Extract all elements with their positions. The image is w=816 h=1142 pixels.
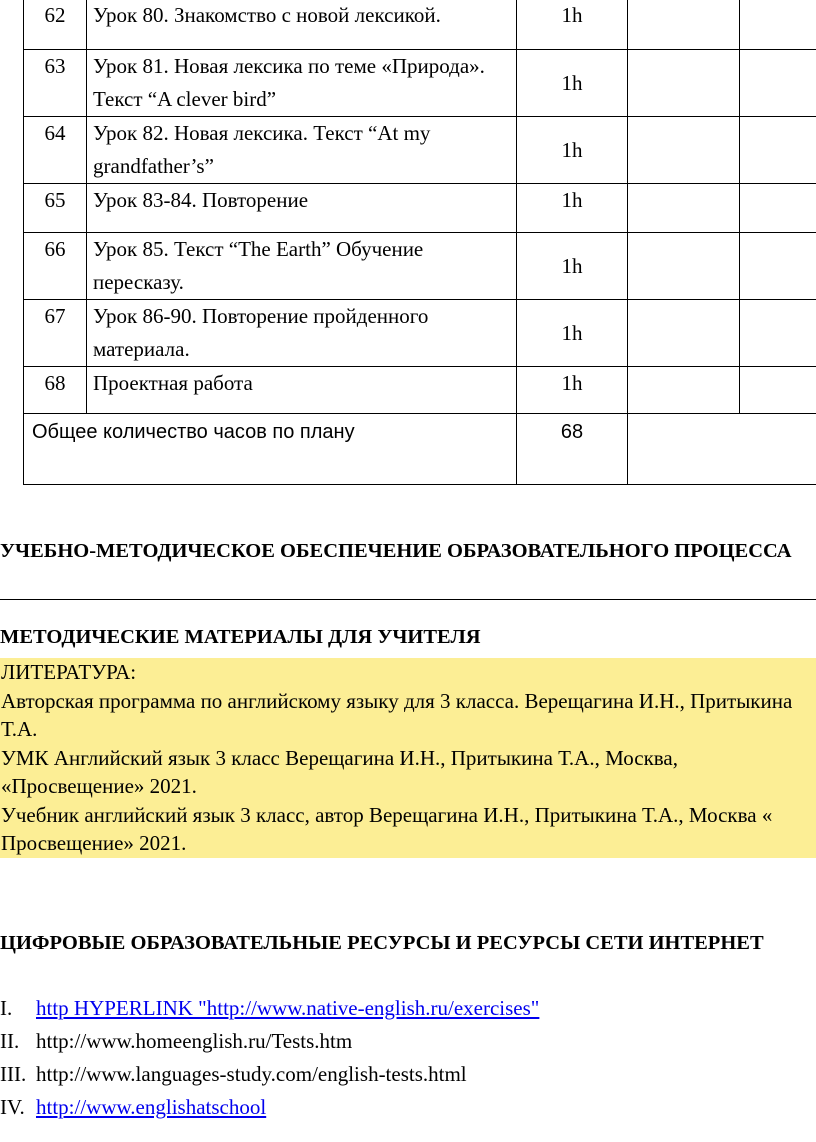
table-row: [24, 367, 816, 414]
lesson-hours: 1h: [517, 367, 628, 414]
resource-url: http://www.homeenglish.ru/Tests.htm: [36, 1029, 353, 1053]
table-row: [24, 300, 816, 367]
table-row: [24, 117, 816, 184]
empty-cell: [628, 414, 816, 485]
resources-list-wrap: [0, 992, 816, 1124]
empty-cell: [740, 117, 816, 184]
lesson-number: 62: [24, 0, 87, 50]
list-marker: III.: [0, 1062, 27, 1086]
support-heading: УЧЕБНО-МЕТОДИЧЕСКОЕ ОБЕСПЕЧЕНИЕ ОБРАЗОВАТЕЛЬНОГО ПРОЦЕССА: [0, 540, 792, 562]
empty-cell: [628, 0, 740, 50]
lesson-topic: Урок 83-84. Повторение: [87, 184, 517, 233]
table-row: [24, 184, 816, 233]
lesson-number: 63: [24, 50, 87, 117]
literature-item: УМК Английский язык 3 класс Верещагина И.Н., Притыкина Т.А., Москва, «Просвещение» 2021.: [1, 745, 678, 798]
empty-cell: [740, 367, 816, 414]
section-divider: [0, 599, 816, 600]
list-item: [0, 1025, 816, 1058]
total-row: [24, 414, 816, 485]
empty-cell: [628, 50, 740, 117]
list-item: [0, 992, 816, 1025]
literature-item: Авторская программа по английскому языку для 3 класса. Верещагина И.Н., Притыкина Т.А.: [1, 688, 793, 741]
table-row: [24, 50, 816, 117]
total-hours-label: Общее количество часов по плану: [24, 414, 517, 485]
total-hours-value: 68: [517, 414, 628, 485]
empty-cell: [628, 300, 740, 367]
table-row: [24, 233, 816, 300]
lesson-topic: Урок 85. Текст “The Earth” Обучение пересказу.: [87, 233, 517, 300]
lesson-number: 66: [24, 233, 87, 300]
empty-cell: [740, 0, 816, 50]
lesson-hours: 1h: [517, 117, 628, 184]
empty-cell: [628, 184, 740, 233]
empty-cell: [740, 300, 816, 367]
resource-link[interactable]: http HYPERLINK "http://www.native-english.ru/exercises": [36, 996, 540, 1020]
lesson-hours: 1h: [517, 50, 628, 117]
lesson-topic: Урок 80. Знакомство с новой лексикой.: [87, 0, 517, 50]
empty-cell: [628, 233, 740, 300]
lesson-number: 68: [24, 367, 87, 414]
empty-cell: [740, 233, 816, 300]
digital-heading: ЦИФРОВЫЕ ОБРАЗОВАТЕЛЬНЫЕ РЕСУРСЫ И РЕСУРСЫ СЕТИ ИНТЕРНЕТ: [0, 932, 764, 954]
list-marker: II.: [0, 1029, 20, 1053]
table-row: [24, 0, 816, 50]
lesson-number: 67: [24, 300, 87, 367]
resources-list: [0, 992, 816, 1124]
lesson-hours: 1h: [517, 0, 628, 50]
lesson-topic: Проектная работа: [87, 367, 517, 414]
lesson-plan-table: [23, 0, 816, 485]
support-section: [0, 537, 816, 565]
lesson-topic: Урок 82. Новая лексика. Текст “At my grandfather’s”: [87, 117, 517, 184]
lesson-hours: 1h: [517, 233, 628, 300]
empty-cell: [628, 117, 740, 184]
literature-item: Учебник английский язык 3 класс, автор Верещагина И.Н., Притыкина Т.А., Москва « Просвещение» 2021.: [1, 802, 773, 855]
teacher-heading: МЕТОДИЧЕСКИЕ МАТЕРИАЛЫ ДЛЯ УЧИТЕЛЯ: [0, 626, 481, 648]
empty-cell: [740, 50, 816, 117]
list-marker: I.: [0, 996, 13, 1020]
lesson-hours: 1h: [517, 184, 628, 233]
empty-cell: [628, 367, 740, 414]
literature-block: [0, 658, 816, 858]
literature-label: ЛИТЕРАТУРА:: [1, 660, 137, 684]
list-item: [0, 1091, 816, 1124]
lesson-topic: Урок 86-90. Повторение пройденного материала.: [87, 300, 517, 367]
empty-cell: [740, 184, 816, 233]
lesson-number: 64: [24, 117, 87, 184]
lesson-hours: 1h: [517, 300, 628, 367]
teacher-section: [0, 623, 816, 651]
digital-section: [0, 929, 816, 957]
resource-url: http://www.languages-study.com/english-tests.html: [36, 1062, 467, 1086]
list-item: [0, 1058, 816, 1091]
list-marker: IV.: [0, 1095, 25, 1119]
lesson-number: 65: [24, 184, 87, 233]
resource-link[interactable]: http://www.englishatschool: [36, 1095, 267, 1119]
lesson-topic: Урок 81. Новая лексика по теме «Природа». Текст “A clever bird”: [87, 50, 517, 117]
